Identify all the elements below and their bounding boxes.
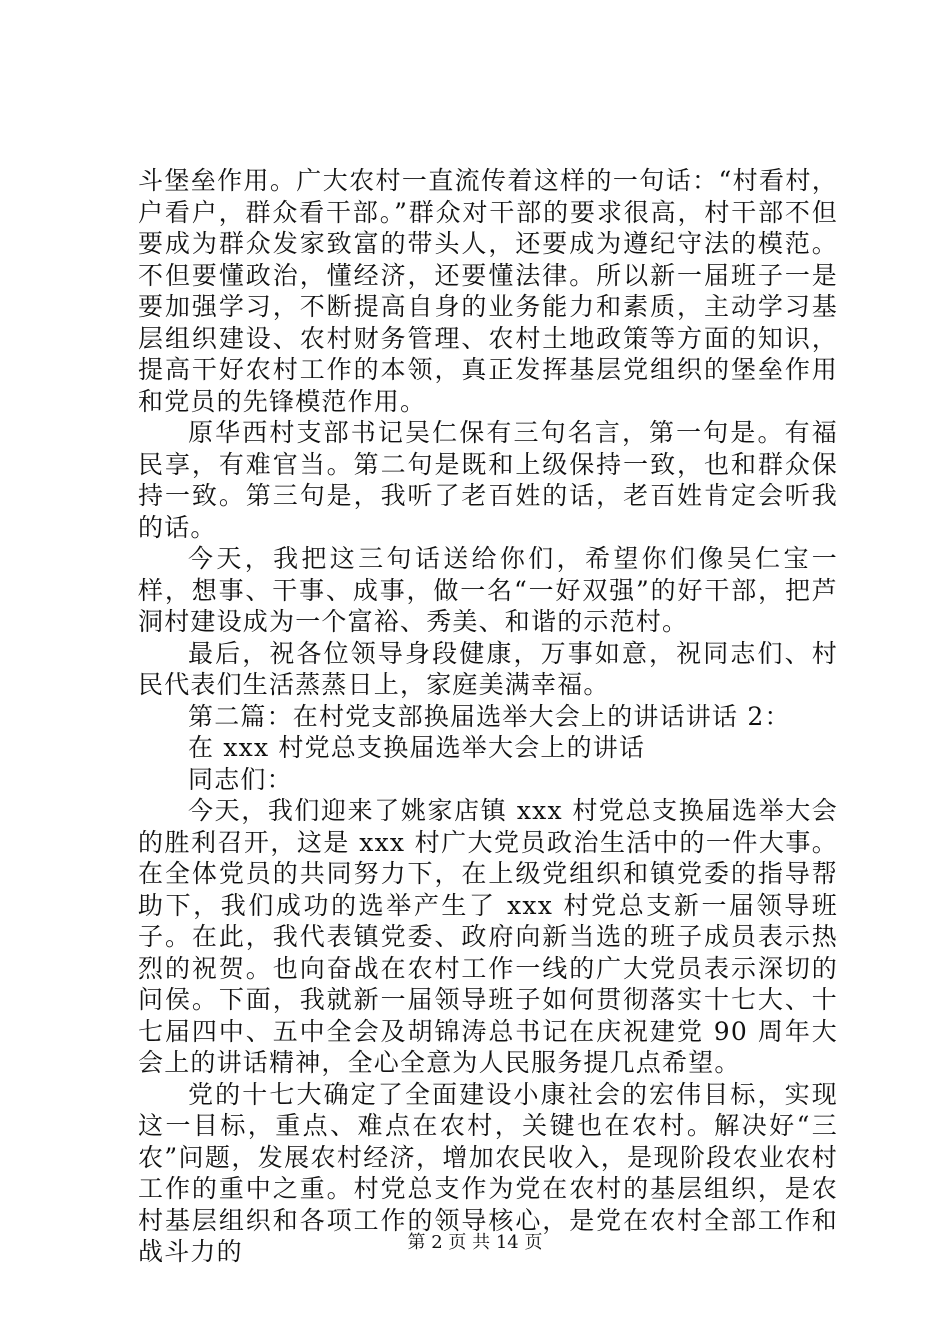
paragraph-continuation: 斗堡垒作用。广大农村一直流传着这样的一句话：“村看村，户看户，群众看干部。”群众对干部的要求很高，村干部不但要成为群众发家致富的带头人，还要成为遵纪守法的模范。不但要懂政治，懂经济，还要懂法律。所以新一届班子一是要加强学习，不断提高自身的业务能力和素质，主动学习基层组织建设、农村财务管理、农村土地政策等方面的知识，提高干好农村工作的本领，真正发挥基层党组织的堡垒作用和党员的先锋模范作用。 [138, 166, 838, 416]
paragraph-opening: 今天，我们迎来了姚家店镇 xxx 村党总支换届选举大会的胜利召开，这是 xxx 村广大党员政治生活中的一件大事。在全体党员的共同努力下，在上级党组织和镇党委的指导帮助下，我们成功的选举产生了 xxx 村党总支新一届领导班子。在此，我代表镇党委、政府向新当选的班子成员表示热烈的祝贺。也向奋战在农村工作一线的广大党员表示深切的问侯。下面，我就新一届领导班子如何贯彻落实十七大、十七届四中、五中全会及胡锦涛总书记在庆祝建党 90 周年大会上的讲话精神，全心全意为人民服务提几点希望。 [138, 796, 838, 1077]
salutation: 同志们： [188, 764, 293, 794]
speech-title: 在 xxx 村党总支换届选举大会上的讲话 [188, 733, 646, 762]
paragraph-quotes: 原华西村支部书记吴仁保有三句名言，第一句是。有福民享，有难官当。第二句是既和上级保持一致，也和群众保持一致。第三句是，我听了老百姓的话，老百姓肯定会听我的话。 [138, 418, 838, 542]
paragraph-goals: 党的十七大确定了全面建设小康社会的宏伟目标，实现这一目标，重点、难点在农村，关键也在农村。解决好“三农”问题，发展农村经济，增加农民收入，是现阶段农业农村工作的重中之重。村党总支作为党在农村的基层组织，是农村基层组织和各项工作的领导核心，是党在农村全部工作和战斗力的 [138, 1079, 838, 1266]
page-footer: 第 2 页 共 14 页 [407, 1232, 543, 1253]
paragraph-closing: 最后，祝各位领导身段健康，万事如意，祝同志们、村民代表们生活蒸蒸日上，家庭美满幸福。 [138, 638, 838, 699]
paragraph-today: 今天，我把这三句话送给你们，希望你们像吴仁宝一样，想事、干事、成事，做一名“一好双强”的好干部，把芦洞村建设成为一个富裕、秀美、和谐的示范村。 [138, 544, 838, 636]
section-heading: 第二篇：在村党支部换届选举大会上的讲话讲话 2： [188, 701, 791, 731]
document-body [138, 165, 838, 1268]
